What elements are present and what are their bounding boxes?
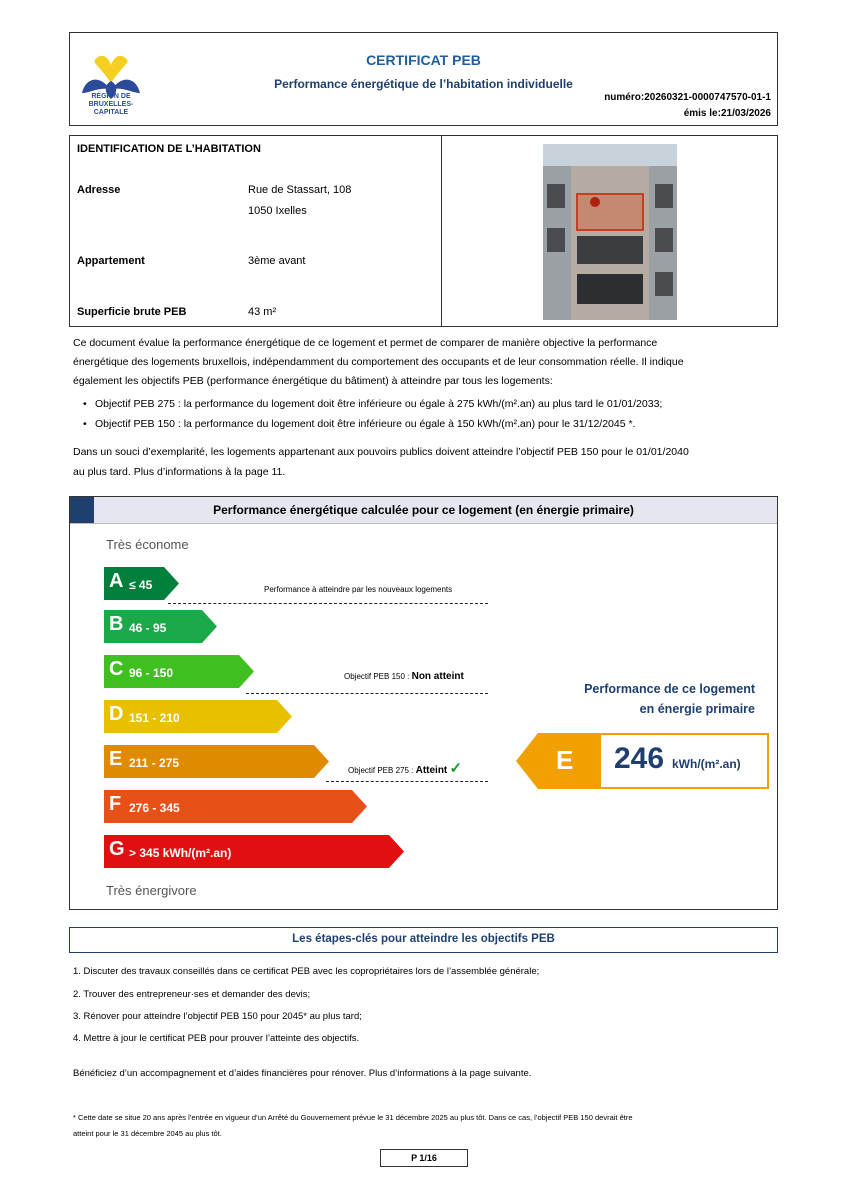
objective-150-prefix: Objectif PEB 150 : — [344, 672, 412, 681]
energy-performance-section — [69, 496, 778, 910]
energy-class-range: 211 - 275 — [129, 756, 180, 770]
intro-public-line-1: Dans un souci d’exemplarité, les logements appartenant aux pouvoirs publics doivent atteindre l’objectif PEB 150 pour le 01/01/2040 — [73, 446, 689, 458]
unit-label: Appartement — [77, 255, 145, 267]
identification-section — [69, 135, 778, 327]
energy-class-range: 151 - 210 — [129, 711, 180, 725]
scale-top-label: Très économe — [106, 537, 189, 552]
document-subtitle: Performance énergétique de l’habitation individuelle — [274, 77, 573, 91]
identification-heading: IDENTIFICATION DE L’HABITATION — [77, 143, 261, 155]
energy-class-arrow — [104, 655, 254, 688]
bullet-dot: • — [83, 418, 87, 430]
energy-class-letter: E — [109, 748, 123, 770]
energy-class-e — [104, 745, 329, 778]
intro-line-2: énergétique des logements bruxellois, indépendamment du comportement des occupants et de leur consommation réelle. Il indique — [73, 356, 684, 368]
objective-275-status: Atteint — [415, 765, 448, 776]
page-number: P 1/16 — [380, 1149, 468, 1167]
address-label: Adresse — [77, 184, 121, 196]
step-1: 1. Discuter des travaux conseillés dans ce certificat PEB avec les copropriétaires lors de l’assemblée générale; — [73, 966, 540, 977]
energy-class-f — [104, 790, 367, 823]
key-steps-title: Les étapes-clés pour atteindre les objectifs PEB — [292, 933, 555, 945]
footnote — [73, 1110, 773, 1142]
intro-line-1: Ce document évalue la performance énergétique de ce logement et permet de comparer de manière objective la performance — [73, 337, 658, 349]
new-buildings-note: Performance à atteindre par les nouveaux logements — [264, 585, 453, 594]
energy-class-range: > 345 kWh/(m².an) — [129, 846, 232, 860]
key-steps-header — [69, 927, 778, 953]
intro-line-3: également les objectifs PEB (performance énergétique du bâtiment) à atteindre par tous les logements: — [73, 375, 553, 387]
document-title: CERTIFICAT PEB — [366, 52, 481, 68]
energy-class-a — [104, 567, 179, 600]
energy-class-letter: A — [109, 570, 124, 592]
certificate-header — [69, 32, 778, 126]
scale-bottom-label: Très énergivore — [106, 883, 197, 898]
unit-value: 3ème avant — [248, 255, 306, 267]
objective-275-line — [326, 781, 488, 782]
energy-class-letter: D — [109, 703, 124, 725]
energy-class-range: ≤ 45 — [129, 578, 153, 592]
address-line1: Rue de Stassart, 108 — [248, 184, 352, 196]
objective-275-prefix: Objectif PEB 275 : — [348, 766, 416, 775]
support-info: Bénéficiez d’un accompagnement et d’aides financières pour rénover. Plus d’informations à la page suivante. — [73, 1068, 532, 1079]
objective-150-line — [246, 693, 488, 694]
building-photo — [543, 144, 677, 320]
energy-class-d — [104, 700, 292, 733]
bullet-dot: • — [83, 398, 87, 410]
step-4: 4. Mettre à jour le certificat PEB pour prouver l’atteinte des objectifs. — [73, 1033, 360, 1044]
energy-class-range: 46 - 95 — [129, 621, 167, 635]
area-label: Superficie brute PEB — [77, 306, 187, 318]
result-label-line1: Performance de ce logement — [584, 682, 755, 696]
energy-class-c — [104, 655, 254, 688]
energy-section-title: Performance énergétique calculée pour ce logement (en énergie primaire) — [213, 503, 634, 517]
result-unit: kWh/(m².an) — [672, 757, 741, 771]
step-3: 3. Rénover pour atteindre l’objectif PEB 150 pour 2045* au plus tard; — [73, 1011, 362, 1022]
area-value: 43 m² — [248, 306, 277, 318]
logo-text: RÉGION DE BRUXELLES-CAPITALE — [88, 93, 134, 116]
objective-275: Objectif PEB 275 : la performance du logement doit être inférieure ou égale à 275 kWh/(m².an) au plus tard le 01/01/2033; — [95, 398, 663, 410]
issue-date: émis le:21/03/2026 — [683, 108, 771, 119]
objective-150: Objectif PEB 150 : la performance du logement doit être inférieure ou égale à 150 kWh/(m².an) pour le 31/12/2045 *. — [95, 418, 636, 430]
result-indicator — [516, 733, 770, 789]
checkmark-icon: ✓ — [449, 760, 463, 777]
energy-class-letter: G — [109, 838, 125, 860]
energy-class-b — [104, 610, 217, 643]
energy-class-letter: C — [109, 658, 124, 680]
energy-class-range: 276 - 345 — [129, 801, 180, 815]
footnote-line1: * Cette date se situe 20 ans après l’entrée en vigueur d’un Arrêté du Gouvernement prévue le 31 décembre 2025 au plus tôt. Dans ce cas, l’objectif PEB 150 devrait être — [73, 1113, 633, 1122]
energy-class-range: 96 - 150 — [129, 666, 174, 680]
address-line2: 1050 Ixelles — [248, 205, 307, 217]
new-buildings-line — [168, 603, 488, 604]
energy-class-g — [104, 835, 404, 868]
objective-150-status: Non atteint — [411, 671, 464, 682]
objective-150-note — [344, 671, 464, 682]
section-divider — [441, 136, 442, 326]
result-class: E — [556, 745, 574, 775]
result-label-line2: en énergie primaire — [639, 702, 755, 716]
result-value: 246 — [614, 742, 665, 775]
energy-class-letter: B — [109, 613, 124, 635]
energy-class-letter: F — [109, 793, 122, 815]
result-label — [584, 679, 755, 719]
intro-public-line-2: au plus tard. Plus d’informations à la page 11. — [73, 466, 286, 478]
footnote-line2: atteint pour le 31 décembre 2045 au plus tôt. — [73, 1129, 222, 1138]
step-2: 2. Trouver des entrepreneur·ses et demander des devis; — [73, 989, 311, 1000]
objective-275-note — [348, 759, 462, 777]
certificate-number: numéro:20260321-0000747570-01-1 — [604, 92, 771, 103]
